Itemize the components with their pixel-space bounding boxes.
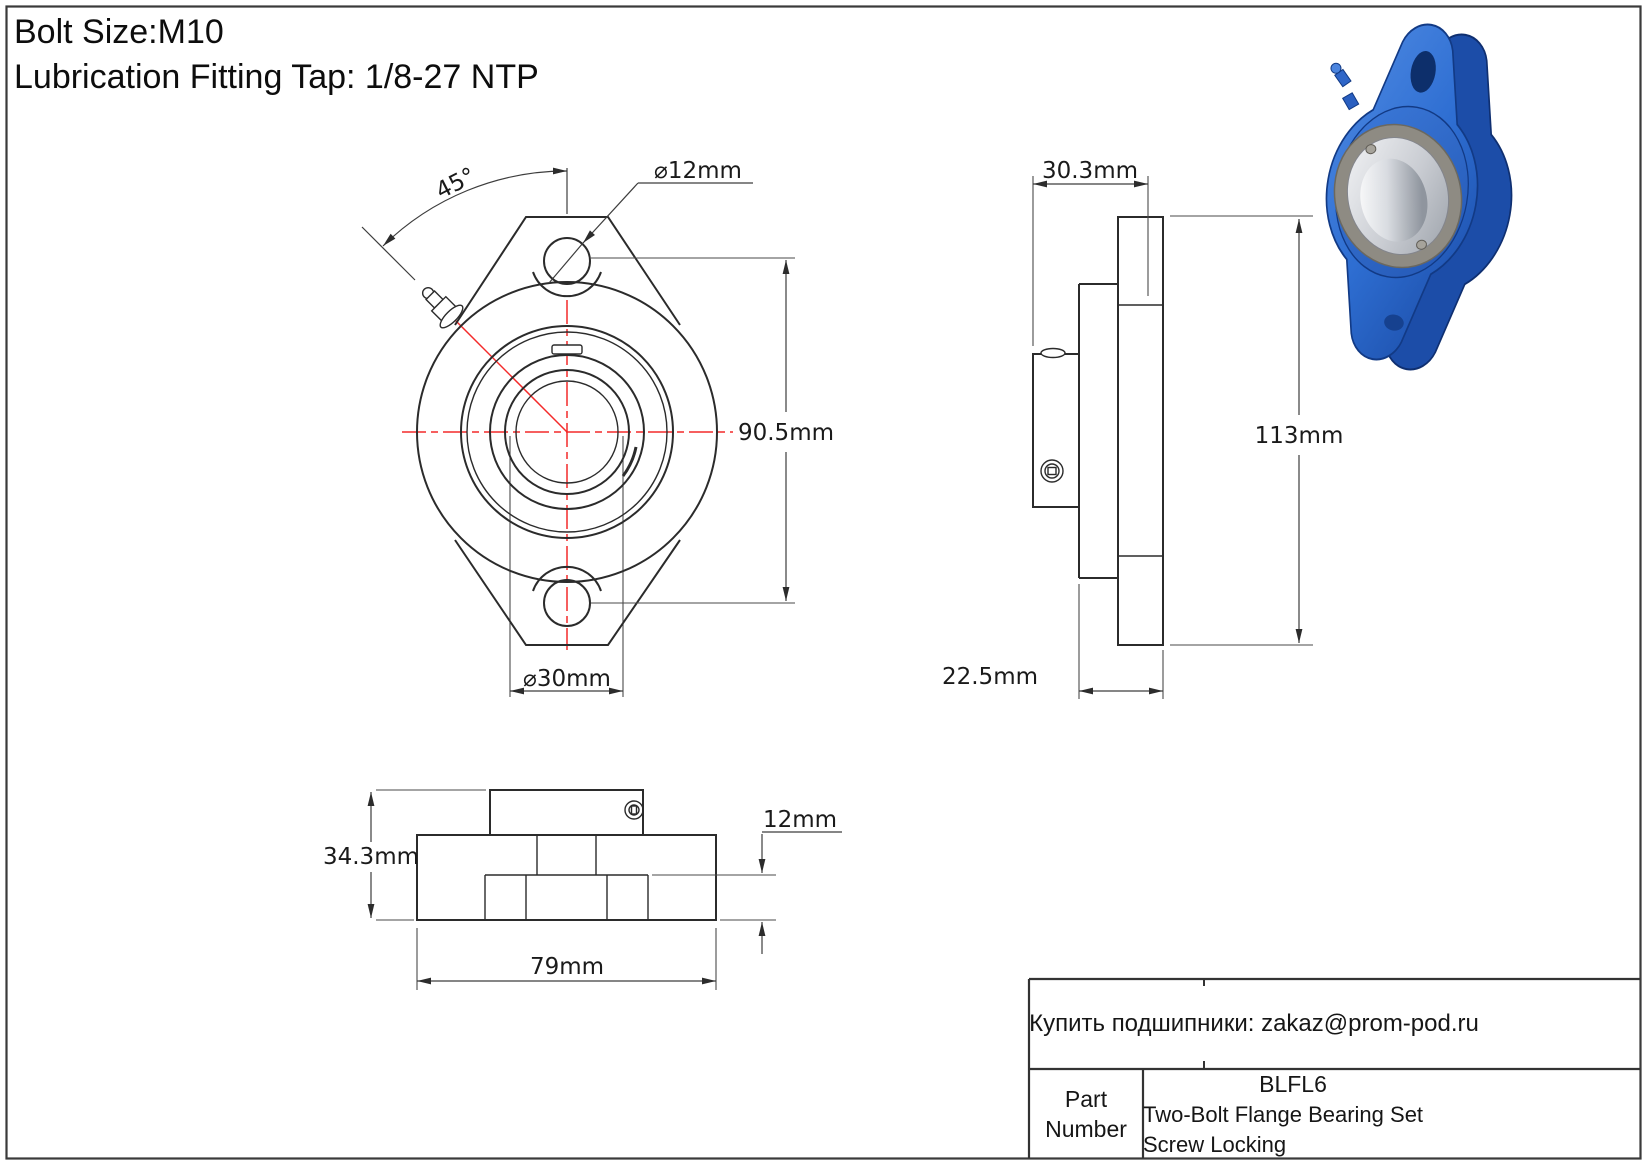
dim-label-overall-height: 113mm — [1254, 423, 1344, 449]
title-block-part-cell — [1143, 1070, 1443, 1157]
locking-tab — [552, 345, 582, 354]
front-view — [362, 158, 834, 697]
flange-plate-bottom — [417, 835, 716, 920]
drawing-header — [14, 10, 539, 100]
bottom-view — [323, 790, 842, 990]
dim-label-overall-length: 79mm — [529, 954, 605, 980]
set-screw-bottom-icon — [625, 801, 643, 819]
part-number-value: BLFL6 — [1259, 1070, 1327, 1097]
part-label-line1: Part — [1064, 1085, 1108, 1112]
part-description: Two-Bolt Flange Bearing Set Screw Locking — [1143, 1101, 1424, 1157]
side-view — [942, 158, 1343, 699]
render-grease-fitting — [1329, 61, 1351, 86]
collar-profile — [1033, 354, 1079, 507]
dim-label-boss-diameter: ⌀30mm — [523, 666, 611, 692]
header-bolt-size: Bolt Size:M10 — [14, 13, 224, 51]
dim-label-flange-thickness: 12mm — [762, 807, 838, 833]
centerline-diagonal-45 — [455, 320, 567, 432]
lube-hole-boss — [1041, 349, 1065, 358]
header-lube-fitting: Lubrication Fitting Tap: 1/8-27 NTP — [14, 58, 539, 96]
part-number-label — [1029, 1070, 1143, 1157]
part-label-line2: Number — [1045, 1115, 1127, 1142]
dim-label-housing-width: 30.3mm — [1041, 158, 1139, 184]
dim-label-angle: 45° — [431, 162, 480, 205]
title-block-contact: Купить подшипники: zakaz@prom-pod.ru — [1029, 1010, 1479, 1037]
dim-label-flange-depth: 22.5mm — [941, 664, 1039, 690]
collar-bottom — [490, 790, 643, 835]
dim-label-overall-depth: 34.3mm — [322, 844, 420, 870]
dim-label-hole-diameter: ⌀12mm — [654, 158, 742, 184]
flange-plate-profile — [1118, 217, 1163, 645]
dim-label-bolt-spacing: 90.5mm — [737, 420, 835, 446]
render-3d — [1299, 12, 1540, 382]
